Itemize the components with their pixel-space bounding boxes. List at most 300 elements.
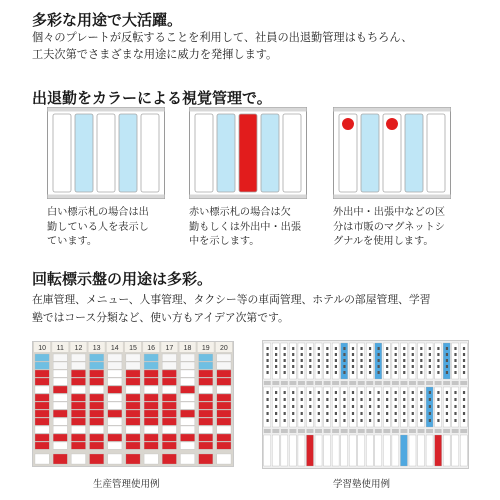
- plate-glyph: [454, 419, 456, 422]
- panel-top-rail: [190, 108, 307, 112]
- plate-glyph: [378, 419, 380, 422]
- plate-glyph: [463, 365, 465, 368]
- plate-glyph: [335, 405, 337, 408]
- board-plate: [162, 442, 176, 449]
- plate-glyph: [360, 353, 362, 356]
- plate-glyph: [412, 398, 414, 401]
- board-plate: [53, 362, 67, 369]
- plate-glyph: [446, 347, 448, 350]
- board-plate: [217, 370, 231, 377]
- plate-glyph: [284, 412, 286, 415]
- plate-glyph: [412, 412, 414, 415]
- column-number: 10: [38, 345, 46, 352]
- board-plate: [199, 426, 213, 433]
- board-plate: [53, 410, 67, 417]
- plate-glyph: [352, 353, 354, 356]
- board-plate: [108, 378, 122, 385]
- plate-glyph: [318, 359, 320, 362]
- plate-glyph: [292, 419, 294, 422]
- magnet-signal: [342, 118, 354, 130]
- plate-glyph: [386, 365, 388, 368]
- plate-glyph: [318, 347, 320, 350]
- board-plate: [180, 394, 194, 401]
- board-plate: [144, 442, 158, 449]
- magnet-signal-illustration: [333, 107, 451, 199]
- plate-glyph: [343, 347, 345, 350]
- board-plate: [71, 362, 85, 369]
- plate-glyph: [429, 412, 431, 415]
- row-rail: [315, 429, 322, 433]
- plate-glyph: [454, 405, 456, 408]
- row-rail: [426, 429, 433, 433]
- plate-glyph: [378, 412, 380, 415]
- column-number: 11: [56, 345, 64, 352]
- board-plate: [180, 426, 194, 433]
- board-plate: [126, 442, 140, 449]
- row-rail: [426, 381, 433, 385]
- board-plate: [90, 370, 104, 377]
- plate-glyph: [420, 412, 422, 415]
- row-rail: [332, 381, 339, 385]
- plate-glyph: [437, 405, 439, 408]
- board-plate: [126, 354, 140, 361]
- board-plate: [90, 454, 104, 464]
- row-rail: [298, 429, 305, 433]
- board-plate: [180, 402, 194, 409]
- plate-glyph: [386, 359, 388, 362]
- panel-red-caption: [189, 206, 319, 250]
- plate-glyph: [266, 405, 268, 408]
- plate-glyph: [284, 405, 286, 408]
- board-plate: [90, 378, 104, 385]
- row-rail: [409, 429, 416, 433]
- plate-glyph: [352, 405, 354, 408]
- board-plate: [108, 418, 122, 425]
- white-plate-illustration: [47, 107, 165, 199]
- plate-glyph: [437, 419, 439, 422]
- panel-magnet-diagram: [333, 107, 451, 199]
- plate-glyph: [386, 391, 388, 394]
- photo1-caption: 生産管理使用例: [93, 479, 160, 490]
- plate-glyph: [352, 347, 354, 350]
- plate-glyph: [403, 398, 405, 401]
- row-rail: [358, 429, 365, 433]
- plate-glyph: [275, 419, 277, 422]
- plate-glyph: [446, 398, 448, 401]
- board-plate: [144, 402, 158, 409]
- plate-glyph: [309, 398, 311, 401]
- plate-glyph: [437, 347, 439, 350]
- plate-glyph: [429, 405, 431, 408]
- plate-glyph: [275, 371, 277, 374]
- plate-glyph: [386, 412, 388, 415]
- plate-glyph: [463, 412, 465, 415]
- plate-glyph: [378, 359, 380, 362]
- plate-glyph: [360, 412, 362, 415]
- row-rail: [332, 429, 339, 433]
- row-rail: [383, 429, 390, 433]
- plate-glyph: [292, 405, 294, 408]
- board-plate: [108, 442, 122, 449]
- plate-glyph: [386, 347, 388, 350]
- plate-glyph: [352, 412, 354, 415]
- plate-glyph: [309, 347, 311, 350]
- panel-white-caption: [47, 206, 171, 250]
- board-plate: [409, 435, 416, 466]
- column-number: 19: [201, 345, 210, 352]
- board-plate: [180, 410, 194, 417]
- board-plate: [217, 434, 231, 441]
- board-plate: [144, 434, 158, 441]
- plate-glyph: [403, 353, 405, 356]
- board-plate: [53, 442, 67, 449]
- board-plate: [435, 435, 442, 466]
- board-plate: [162, 354, 176, 361]
- board-plate: [144, 370, 158, 377]
- board-plate: [90, 394, 104, 401]
- plate-glyph: [437, 412, 439, 415]
- plate-glyph: [309, 371, 311, 374]
- row-rail: [400, 429, 407, 433]
- board-plate: [53, 354, 67, 361]
- production-board-photo: [32, 341, 234, 467]
- plate-glyph: [318, 398, 320, 401]
- plate-glyph: [395, 419, 397, 422]
- row-rail: [281, 429, 288, 433]
- row-rail: [272, 429, 279, 433]
- board-plate: [53, 402, 67, 409]
- row-rail: [460, 429, 467, 433]
- plate-glyph: [437, 391, 439, 394]
- board-plate: [358, 435, 365, 466]
- board-plate: [144, 378, 158, 385]
- board-plate: [324, 435, 331, 466]
- board-plate: [35, 386, 49, 393]
- board-plate: [199, 402, 213, 409]
- plate-glyph: [463, 371, 465, 374]
- board-plate: [71, 454, 85, 464]
- board-plate: [366, 435, 373, 466]
- plate-glyph: [343, 365, 345, 368]
- row-rail: [366, 381, 373, 385]
- plate-glyph: [437, 359, 439, 362]
- plate-glyph: [266, 347, 268, 350]
- board-plate: [144, 454, 158, 464]
- plate-glyph: [343, 371, 345, 374]
- plate-glyph: [284, 419, 286, 422]
- plate-glyph: [454, 371, 456, 374]
- plate-glyph: [412, 353, 414, 356]
- board-plate: [35, 370, 49, 377]
- column-number: 12: [74, 345, 83, 352]
- board-plate: [126, 370, 140, 377]
- caption-line: 勤もしくは外出中・出張: [189, 221, 302, 233]
- board-plate: [53, 426, 67, 433]
- plate-glyph: [420, 371, 422, 374]
- board-plate: [144, 410, 158, 417]
- panel-top-rail: [334, 108, 451, 112]
- board-plate: [53, 418, 67, 425]
- board-plate: [71, 418, 85, 425]
- plate-glyph: [463, 405, 465, 408]
- plate-glyph: [395, 347, 397, 350]
- plate-glyph: [429, 371, 431, 374]
- plate-glyph: [284, 398, 286, 401]
- plate-glyph: [309, 353, 311, 356]
- section1-title: 多彩な用途で大活躍。: [32, 11, 183, 29]
- plate-glyph: [420, 353, 422, 356]
- plate-glyph: [292, 359, 294, 362]
- plate-white: [283, 114, 301, 192]
- plate-glyph: [343, 353, 345, 356]
- plate-glyph: [266, 365, 268, 368]
- plate-glyph: [429, 353, 431, 356]
- row-rail: [366, 429, 373, 433]
- board-plate: [341, 435, 348, 466]
- board-plate: [108, 410, 122, 417]
- board-plate: [144, 362, 158, 369]
- plate-glyph: [463, 391, 465, 394]
- board-plate: [199, 394, 213, 401]
- plate-glyph: [301, 419, 303, 422]
- plate-glyph: [360, 405, 362, 408]
- caption-line: ています。: [47, 236, 98, 248]
- plate-glyph: [369, 347, 371, 350]
- board-plate: [180, 442, 194, 449]
- column-number: 18: [183, 345, 192, 352]
- plate-glyph: [318, 371, 320, 374]
- plate-glyph: [266, 353, 268, 356]
- board-plate: [217, 362, 231, 369]
- plate-glyph: [301, 365, 303, 368]
- plate-glyph: [386, 353, 388, 356]
- plate-glyph: [454, 412, 456, 415]
- plate-glyph: [386, 371, 388, 374]
- plate-glyph: [292, 371, 294, 374]
- plate-glyph: [343, 391, 345, 394]
- board-plate: [53, 386, 67, 393]
- row-rail: [375, 381, 382, 385]
- row-rail: [289, 429, 296, 433]
- plate-glyph: [378, 398, 380, 401]
- plate-glyph: [284, 391, 286, 394]
- plate-glyph: [386, 419, 388, 422]
- board-plate: [392, 435, 399, 466]
- board-plate: [199, 354, 213, 361]
- board-plate: [126, 426, 140, 433]
- row-rail: [281, 381, 288, 385]
- board-plate: [180, 418, 194, 425]
- board-plate: [180, 434, 194, 441]
- column-number: 14: [110, 345, 119, 352]
- board-plate: [180, 378, 194, 385]
- plate-glyph: [352, 371, 354, 374]
- row-rail: [452, 429, 459, 433]
- plate-glyph: [326, 412, 328, 415]
- plate-glyph: [275, 347, 277, 350]
- plate-glyph: [284, 359, 286, 362]
- board-plate: [418, 435, 425, 466]
- row-rail: [418, 381, 425, 385]
- plate-glyph: [360, 359, 362, 362]
- plate-glyph: [275, 391, 277, 394]
- plate-glyph: [301, 347, 303, 350]
- row-rail: [443, 381, 450, 385]
- board-plate: [108, 386, 122, 393]
- plate-glyph: [352, 398, 354, 401]
- board-plate: [126, 402, 140, 409]
- board-plate: [144, 426, 158, 433]
- plate-glyph: [378, 371, 380, 374]
- row-rail: [324, 429, 331, 433]
- board-plate: [71, 426, 85, 433]
- board-plate: [272, 435, 279, 466]
- board-plate: [217, 378, 231, 385]
- board-plate: [199, 362, 213, 369]
- row-rail: [358, 381, 365, 385]
- panel-bottom-rail: [334, 195, 451, 199]
- panel-bottom-rail: [48, 195, 165, 199]
- row-rail: [298, 381, 305, 385]
- plate-glyph: [446, 353, 448, 356]
- board-plate: [199, 442, 213, 449]
- board-plate: [144, 386, 158, 393]
- board-plate: [90, 442, 104, 449]
- panel-bottom-rail: [190, 195, 307, 199]
- plate-glyph: [454, 347, 456, 350]
- board-plate: [289, 435, 296, 466]
- board-plate: [217, 354, 231, 361]
- column-number: 20: [220, 345, 228, 352]
- plate-glyph: [454, 359, 456, 362]
- magnet-signal: [386, 118, 398, 130]
- plate-glyph: [360, 391, 362, 394]
- plate-glyph: [275, 405, 277, 408]
- board-plate: [71, 378, 85, 385]
- plate-glyph: [318, 405, 320, 408]
- plate-glyph: [301, 405, 303, 408]
- plate-glyph: [360, 419, 362, 422]
- board-plate: [180, 354, 194, 361]
- plate-glyph: [335, 371, 337, 374]
- plate-glyph: [463, 353, 465, 356]
- plate-glyph: [352, 391, 354, 394]
- plate-glyph: [335, 419, 337, 422]
- board-plate: [298, 435, 305, 466]
- row-rail: [341, 381, 348, 385]
- board-plate: [199, 386, 213, 393]
- plate-glyph: [446, 405, 448, 408]
- plate-glyph: [429, 365, 431, 368]
- board-plate: [217, 402, 231, 409]
- plate-glyph: [429, 347, 431, 350]
- plate-glyph: [318, 419, 320, 422]
- board-plate: [144, 354, 158, 361]
- plate-glyph: [403, 365, 405, 368]
- plate-glyph: [403, 412, 405, 415]
- board-plate: [400, 435, 407, 466]
- board-plate: [53, 370, 67, 377]
- plate-glyph: [403, 405, 405, 408]
- plate-glyph: [429, 359, 431, 362]
- plate-glyph: [326, 365, 328, 368]
- board-plate: [35, 378, 49, 385]
- plate-glyph: [352, 419, 354, 422]
- plate-glyph: [403, 371, 405, 374]
- board-plate: [35, 354, 49, 361]
- plate-glyph: [420, 391, 422, 394]
- board-plate: [217, 454, 231, 464]
- plate-glyph: [360, 371, 362, 374]
- board-plate: [375, 435, 382, 466]
- board-plate: [332, 435, 339, 466]
- board-plate: [71, 402, 85, 409]
- board-plate: [108, 426, 122, 433]
- plate-glyph: [403, 391, 405, 394]
- plate-blue: [361, 114, 379, 192]
- plate-glyph: [429, 419, 431, 422]
- plate-glyph: [446, 391, 448, 394]
- row-rail: [341, 429, 348, 433]
- plate-glyph: [378, 353, 380, 356]
- plate-glyph: [420, 398, 422, 401]
- board-plate: [90, 434, 104, 441]
- board-plate: [443, 435, 450, 466]
- plate-white: [427, 114, 445, 192]
- board-plate: [452, 435, 459, 466]
- board-plate: [90, 354, 104, 361]
- column-number: 15: [129, 345, 137, 352]
- plate-glyph: [446, 365, 448, 368]
- column-number: 16: [147, 345, 156, 352]
- plate-glyph: [266, 359, 268, 362]
- plate-glyph: [395, 365, 397, 368]
- board-plate: [383, 435, 390, 466]
- plate-glyph: [284, 371, 286, 374]
- plate-white: [53, 114, 71, 192]
- board-plate: [35, 394, 49, 401]
- plate-glyph: [446, 359, 448, 362]
- caption-line: 赤い標示札の場合は欠: [189, 207, 291, 218]
- board-plate: [426, 435, 433, 466]
- plate-glyph: [326, 347, 328, 350]
- board-plate: [71, 354, 85, 361]
- row-rail: [264, 381, 271, 385]
- photo2-caption: 学習塾使用例: [333, 479, 391, 490]
- plate-glyph: [412, 391, 414, 394]
- board-plate: [108, 362, 122, 369]
- plate-glyph: [284, 365, 286, 368]
- board-plate: [108, 370, 122, 377]
- plate-glyph: [335, 353, 337, 356]
- row-rail: [435, 381, 442, 385]
- caption-line: グナルを使用します。: [333, 236, 434, 248]
- board-plate: [264, 435, 271, 466]
- board-plate: [162, 378, 176, 385]
- plate-glyph: [309, 365, 311, 368]
- row-rail: [460, 381, 467, 385]
- board-plate: [460, 435, 467, 466]
- plate-glyph: [335, 347, 337, 350]
- plate-glyph: [318, 412, 320, 415]
- plate-glyph: [318, 353, 320, 356]
- plate-glyph: [463, 419, 465, 422]
- row-rail: [272, 381, 279, 385]
- row-rail: [452, 381, 459, 385]
- plate-glyph: [266, 398, 268, 401]
- plate-blue: [75, 114, 93, 192]
- plate-glyph: [395, 405, 397, 408]
